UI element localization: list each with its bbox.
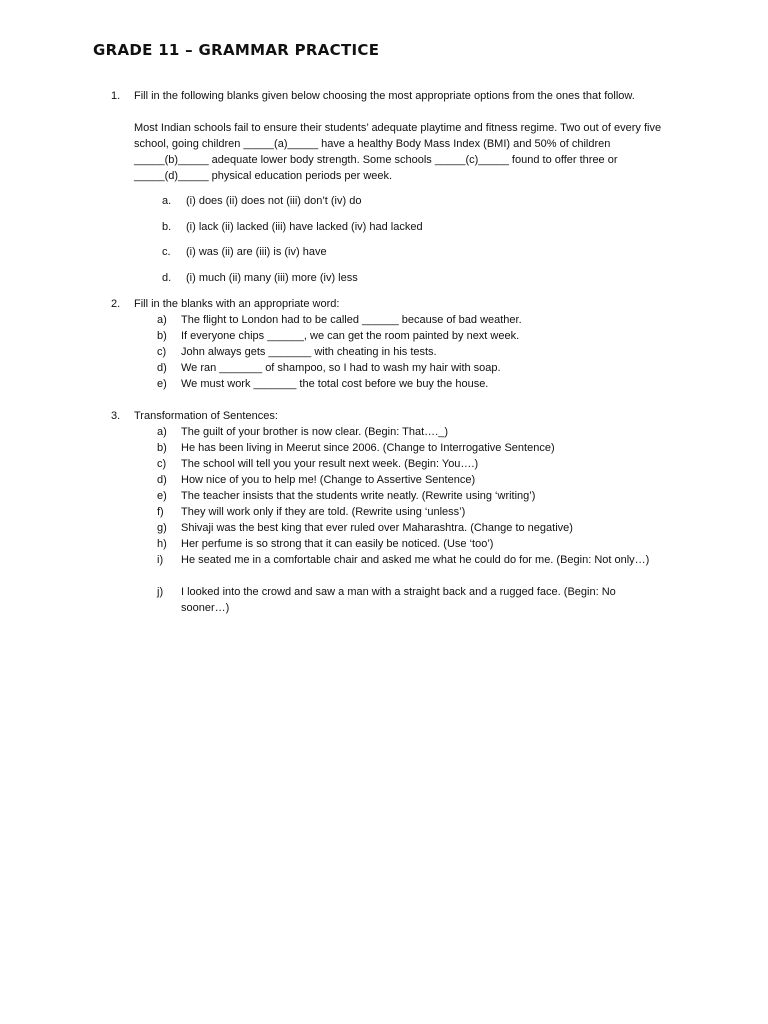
sub-item-letter: f): [157, 506, 164, 518]
sub-item-letter: i): [157, 554, 164, 566]
question-number: 1.: [111, 90, 121, 102]
sub-item-letter: a): [157, 314, 167, 326]
sub-item-text: He seated me in a comfortable chair and asked me what he could do for me. (Begin: Not only…): [181, 554, 650, 566]
sub-item-text: If everyone chips ______, we can get the room painted by next week.: [181, 330, 520, 342]
sub-item-letter: b): [157, 330, 167, 342]
sub-item-text: We ran _______ of shampoo, so I had to wash my hair with soap.: [181, 362, 501, 374]
sub-item-letter: c): [157, 346, 167, 358]
option-letter: a.: [162, 195, 172, 207]
sub-item-text: John always gets _______ with cheating in his tests.: [181, 346, 437, 358]
option-text: (i) much (ii) many (iii) more (iv) less: [186, 272, 358, 284]
question-number: 3.: [111, 410, 121, 422]
sub-item-text: He has been living in Meerut since 2006. (Change to Interrogative Sentence): [181, 442, 555, 454]
sub-item-letter: e): [157, 490, 167, 502]
sub-item-text: The school will tell you your result next week. (Begin: You….): [181, 458, 479, 470]
sub-item-letter: c): [157, 458, 167, 470]
option-letter: d.: [162, 272, 172, 284]
sub-item-text: Her perfume is so strong that it can easily be noticed. (Use ‘too’): [181, 538, 494, 550]
question-instruction: Transformation of Sentences:: [134, 410, 278, 422]
sub-item-text: Shivaji was the best king that ever ruled over Maharashtra. (Change to negative): [181, 522, 573, 534]
sub-item-letter: a): [157, 426, 167, 438]
sub-item-text: The flight to London had to be called ______ because of bad weather.: [181, 314, 522, 326]
sub-item-letter: b): [157, 442, 167, 454]
sub-item-text: The teacher insists that the students write neatly. (Rewrite using ‘writing’): [181, 490, 536, 502]
sub-item-text: They will work only if they are told. (Rewrite using ‘unless’): [181, 506, 466, 518]
option-text: (i) does (ii) does not (iii) don’t (iv) do: [186, 195, 362, 207]
sub-item-letter: d): [157, 362, 167, 374]
sub-item-text: We must work _______ the total cost before we buy the house.: [181, 378, 489, 390]
sub-item-letter: d): [157, 474, 167, 486]
sub-item-letter: h): [157, 538, 167, 550]
sub-item-text: How nice of you to help me! (Change to Assertive Sentence): [181, 474, 476, 486]
question-instruction: Fill in the following blanks given below choosing the most appropriate options from the ones that follow.: [134, 90, 635, 102]
sub-item-text: I looked into the crowd and saw a man with a straight back and a rugged face. (Begin: No sooner…): [181, 586, 616, 614]
sub-item-letter: g): [157, 522, 167, 534]
option-letter: c.: [162, 246, 171, 258]
question-number: 2.: [111, 298, 121, 310]
option-letter: b.: [162, 221, 172, 233]
sub-item-letter: j): [157, 586, 164, 598]
question-passage: Most Indian schools fail to ensure their students’ adequate playtime and fitness regime. Two out of every five school, going children _____(a)_____ have a healthy Body Mass Index (BMI) and 50% of children _____(b)_____ adequate lower body strength. Some schools _____(c)_____ found to offer three or _____(d)_____ physical education periods per week.: [134, 122, 662, 182]
option-text: (i) lack (ii) lacked (iii) have lacked (iv) had lacked: [186, 221, 423, 233]
sub-item-letter: e): [157, 378, 167, 390]
sub-item-text: The guilt of your brother is now clear. (Begin: That…._): [181, 426, 448, 438]
option-text: (i) was (ii) are (iii) is (iv) have: [186, 246, 327, 258]
page-title: GRADE 11 – GRAMMAR PRACTICE: [93, 41, 380, 59]
question-instruction: Fill in the blanks with an appropriate word:: [134, 298, 340, 310]
